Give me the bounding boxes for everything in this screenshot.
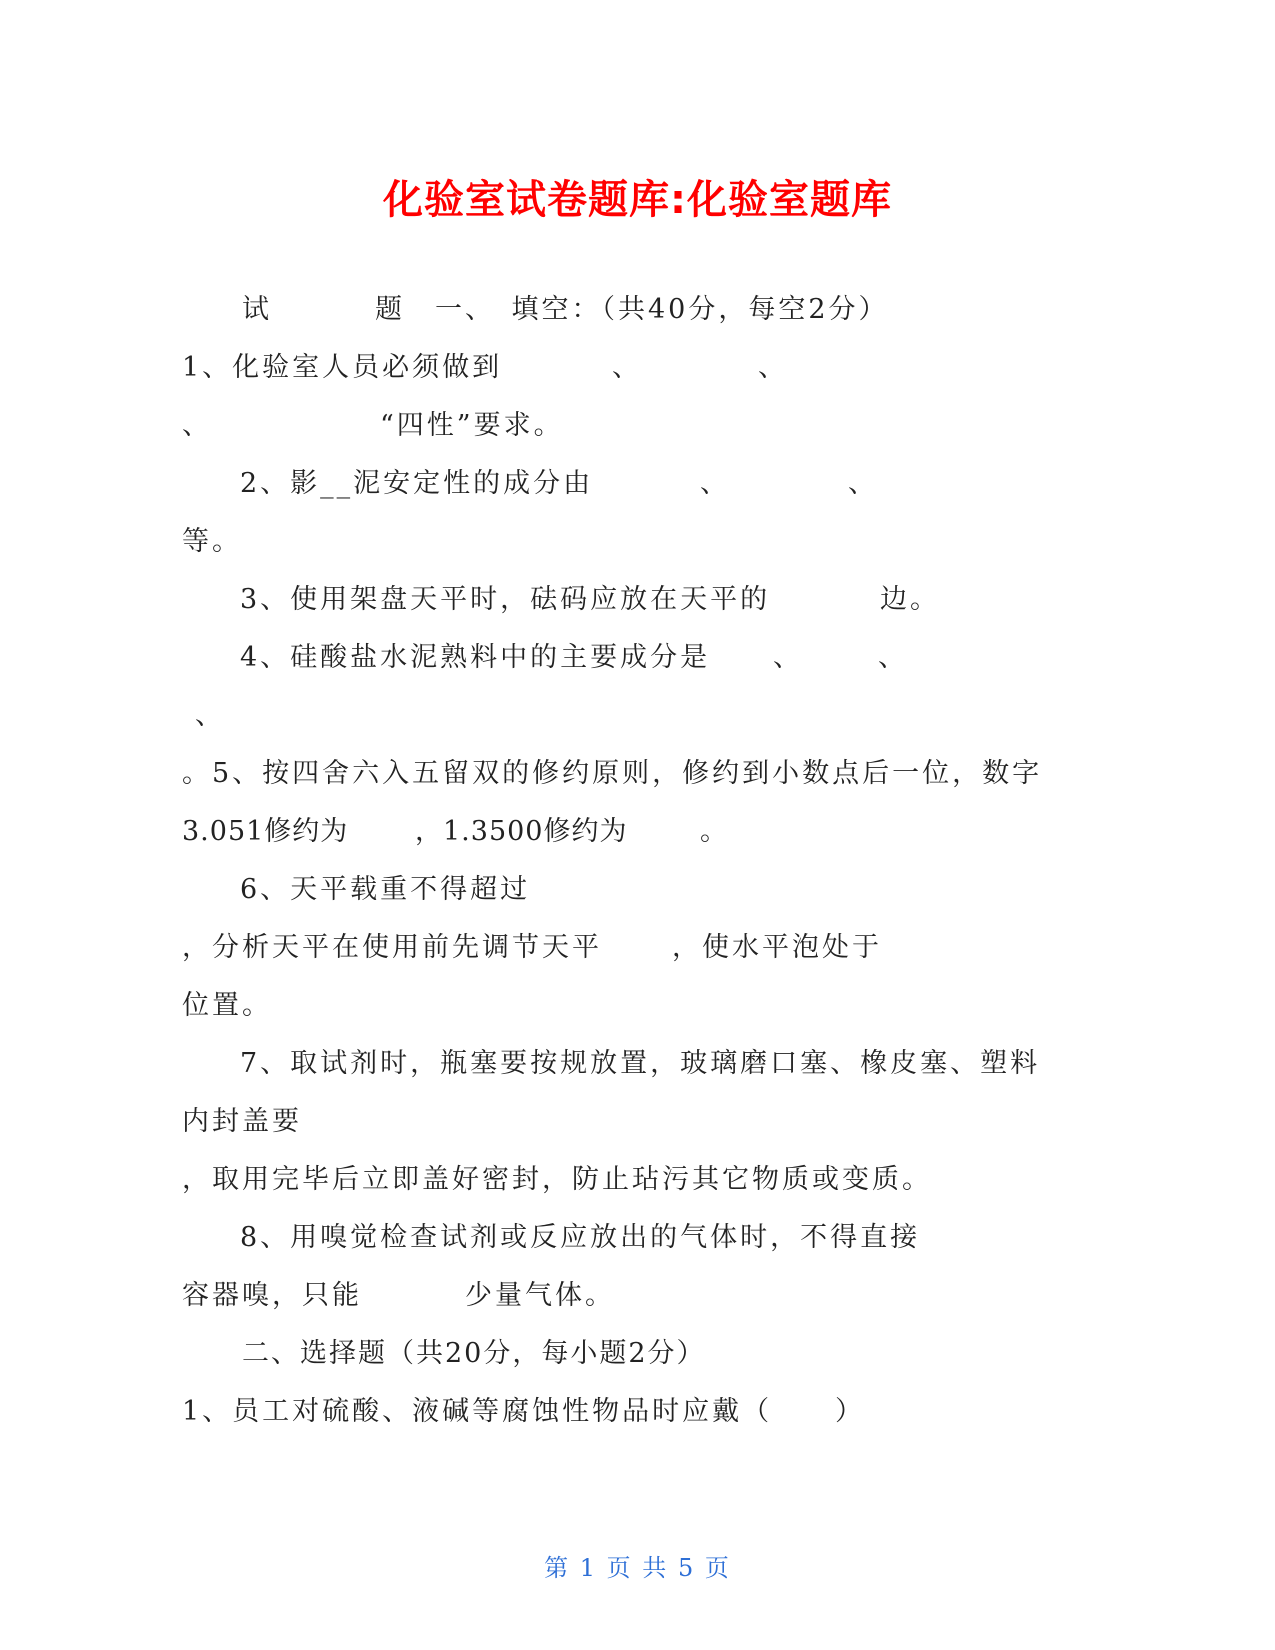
question-text: 。5、按四舍六入五留双的修约原则，修约到小数点后一位，数字 [182, 758, 1043, 789]
question-text: ，1.3500修约为 [415, 816, 628, 847]
section-heading-char: 试 [242, 294, 272, 325]
section-heading-multiple-choice: 二、选择题（共20分，每小题2分） [242, 1338, 706, 1369]
question-separator: 、 [878, 642, 908, 673]
question-separator: 、 [758, 352, 788, 383]
question-text: ，分析天平在使用前先调节天平 [182, 932, 602, 963]
question-text: ） [835, 1396, 865, 1427]
question-text: “四性”要求。 [380, 410, 564, 441]
question-text: 7、取试剂时，瓶塞要按规放置，玻璃磨口塞、橡皮塞、塑料 [240, 1048, 1041, 1079]
question-text: 3.051修约为 [182, 816, 349, 847]
question-text: 。 [700, 816, 730, 847]
question-text: 2、影__泥安定性的成分由 [240, 468, 594, 499]
document-title: 化验室试卷题库:化验室题库 [383, 177, 892, 223]
question-text: 1、员工对硫酸、液碱等腐蚀性物品时应戴（ [182, 1396, 773, 1427]
question-text: 4、硅酸盐水泥熟料中的主要成分是 [240, 642, 711, 673]
question-separator: 、 [700, 468, 730, 499]
question-separator: 、 [195, 700, 225, 731]
question-separator: 、 [773, 642, 803, 673]
question-text: ，使水平泡处于 [672, 932, 882, 963]
section-heading-fill-blank: 题 一、 填空：（共40分，每空2分） [375, 294, 889, 325]
question-separator: 、 [848, 468, 878, 499]
question-text: 8、用嗅觉检查试剂或反应放出的气体时，不得直接 [240, 1222, 921, 1253]
question-text: ，取用完毕后立即盖好密封，防止玷污其它物质或变质。 [182, 1164, 932, 1195]
page-footer: 第 1 页 共 5 页 [544, 1554, 731, 1582]
question-text: 3、使用架盘天平时，砝码应放在天平的 [240, 584, 771, 615]
question-text: 6、天平载重不得超过 [240, 874, 531, 905]
question-text: 1、化验室人员必须做到 [182, 352, 503, 383]
question-text: 等。 [182, 526, 242, 557]
question-separator: 、 [182, 410, 212, 441]
question-text: 内封盖要 [182, 1106, 302, 1137]
question-text: 少量气体。 [465, 1280, 615, 1311]
question-text: 边。 [880, 584, 940, 615]
question-text: 位置。 [182, 990, 272, 1021]
question-separator: 、 [612, 352, 642, 383]
question-text: 容器嗅，只能 [182, 1280, 362, 1311]
